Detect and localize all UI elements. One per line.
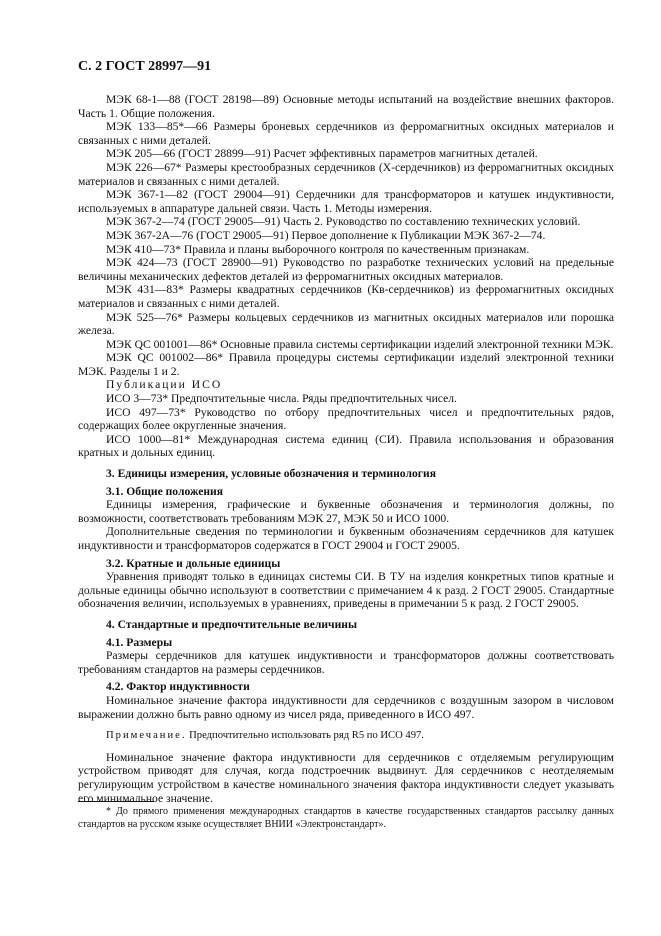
- paragraph: Номинальное значение фактора индуктивности для сердечников с воздушным зазором в числовом выражении должно быть равно одному из чисел ряда, приведенного в ИСО 497.: [78, 693, 614, 721]
- reference-item: МЭК 424—73 (ГОСТ 28900—91) Руководство по разработке технических условий на предельные величины механических дефектов деталей из ферромагнитных оксидных материалов.: [78, 256, 614, 283]
- iso-reference-item: ИСО 3—73* Предпочтительные числа. Ряды предпочтительных чисел.: [106, 392, 457, 406]
- reference-item: МЭК 367-2—74 (ГОСТ 29005—91) Часть 2. Руководство по составлению технических условий.: [106, 215, 581, 229]
- paragraph: Номинальное значение фактора индуктивности для сердечников с отделяемым регулирующим устройством приводят для случая, когда подстроечник выдвинут. Для сердечников с неотделяемым регулирующим устройством в качестве номинального значения фактора индуктивности следует указывать его минимальное значение.: [78, 750, 614, 805]
- reference-item: МЭК QC 001002—86* Правила процедуры системы сертификации изделий электронной техники МЭК. Разделы 1 и 2.: [78, 351, 614, 378]
- note: [78, 729, 614, 743]
- subsection-3-1-title: 3.1. Общие положения: [106, 484, 223, 498]
- note-label: Примечание.: [106, 730, 187, 742]
- subsection-4-1-title: 4.1. Размеры: [106, 635, 173, 649]
- iso-heading: Публикации ИСО: [106, 378, 223, 392]
- reference-item: МЭК 431—83* Размеры квадратных сердечников (Кв-сердечников) из ферромагнитных оксидных материалов и связанных с ними деталей.: [78, 283, 614, 310]
- paragraph: Размеры сердечников для катушек индуктивности и трансформаторов должны соответствовать требованиям стандартов на размеры сердечников.: [78, 649, 614, 676]
- reference-item: МЭК 133—85*—66 Размеры броневых сердечников из ферромагнитных оксидных материалов и связанных с ними деталей.: [78, 120, 614, 147]
- paragraph: Уравнения приводят только в единицах системы СИ. В ТУ на изделия конкретных типов кратные и дольные единицы обычно используют в соответствии с примечанием 4 к разд. 2 ГОСТ 29005. Стандартные обозначения величин, используемых в уравнениях, приведены в примечании 5 к разд. 2 ГОСТ 29005.: [78, 570, 614, 611]
- iso-reference-item: ИСО 497—73* Руководство по отбору предпочтительных чисел и предпочтительных рядов, содержащих более округленные значения.: [78, 405, 614, 433]
- document-body: [78, 93, 614, 805]
- iso-reference-item: ИСО 1000—81* Международная система единиц (СИ). Правила использования и образования кратных и дольных единиц.: [78, 432, 614, 460]
- reference-item: МЭК 226—67* Размеры крестообразных сердечников (Х-сердечников) из ферромагнитных оксидных материалов и связанных с ними деталей.: [78, 160, 614, 188]
- paragraph: Единицы измерения, графические и буквенные обозначения и терминология должны, по возможности, соответствовать требованиям МЭК 27, МЭК 50 и ИСО 1000.: [78, 498, 614, 525]
- subsection-4-2-title: 4.2. Фактор индуктивности: [106, 680, 250, 694]
- page-header: С. 2 ГОСТ 28997—91: [78, 59, 212, 74]
- reference-item: МЭК QC 001001—86* Основные правила системы сертификации изделий электронной техники МЭК.: [106, 337, 614, 351]
- paragraph: Дополнительные сведения по терминологии и буквенным обозначениям сердечников для катушек индуктивности и трансформаторов содержатся в ГОСТ 29004 и ГОСТ 29005.: [78, 525, 614, 552]
- section-4-title: 4. Стандартные и предпочтительные величины: [106, 617, 358, 631]
- footnote: * До прямого применения международных стандартов в качестве государственных стандартов рассылку данных стандартов на русском языке осуществляет ВНИИ «Электронстандарт».: [78, 806, 614, 830]
- section-3-title: 3. Единицы измерения, условные обозначения и терминология: [106, 467, 436, 481]
- footnote-divider: [78, 801, 154, 802]
- reference-item: МЭК 68-1—88 (ГОСТ 28198—89) Основные методы испытаний на воздействие внешних факторов. Часть 1. Общие положения.: [78, 93, 614, 120]
- reference-item: МЭК 525—76* Размеры кольцевых сердечников из магнитных оксидных материалов или порошка железа.: [78, 310, 614, 338]
- reference-item: МЭК 367-2А—76 (ГОСТ 29005—91) Первое дополнение к Публикации МЭК 367-2—74.: [106, 228, 546, 242]
- reference-item: МЭК 410—73* Правила и планы выборочного контроля по качественным признакам.: [106, 242, 530, 256]
- note-text: Предпочтительно использовать ряд R5 по ИСО 497.: [186, 730, 424, 742]
- reference-item: МЭК 205—66 (ГОСТ 28899—91) Расчет эффективных параметров магнитных деталей.: [106, 147, 538, 161]
- subsection-3-2-title: 3.2. Кратные и дольные единицы: [106, 556, 281, 570]
- reference-item: МЭК 367-1—82 (ГОСТ 29004—91) Сердечники для трансформаторов и катушек индуктивности, используемых в аппаратуре дальней связи. Часть 1. Методы измерения.: [78, 188, 614, 215]
